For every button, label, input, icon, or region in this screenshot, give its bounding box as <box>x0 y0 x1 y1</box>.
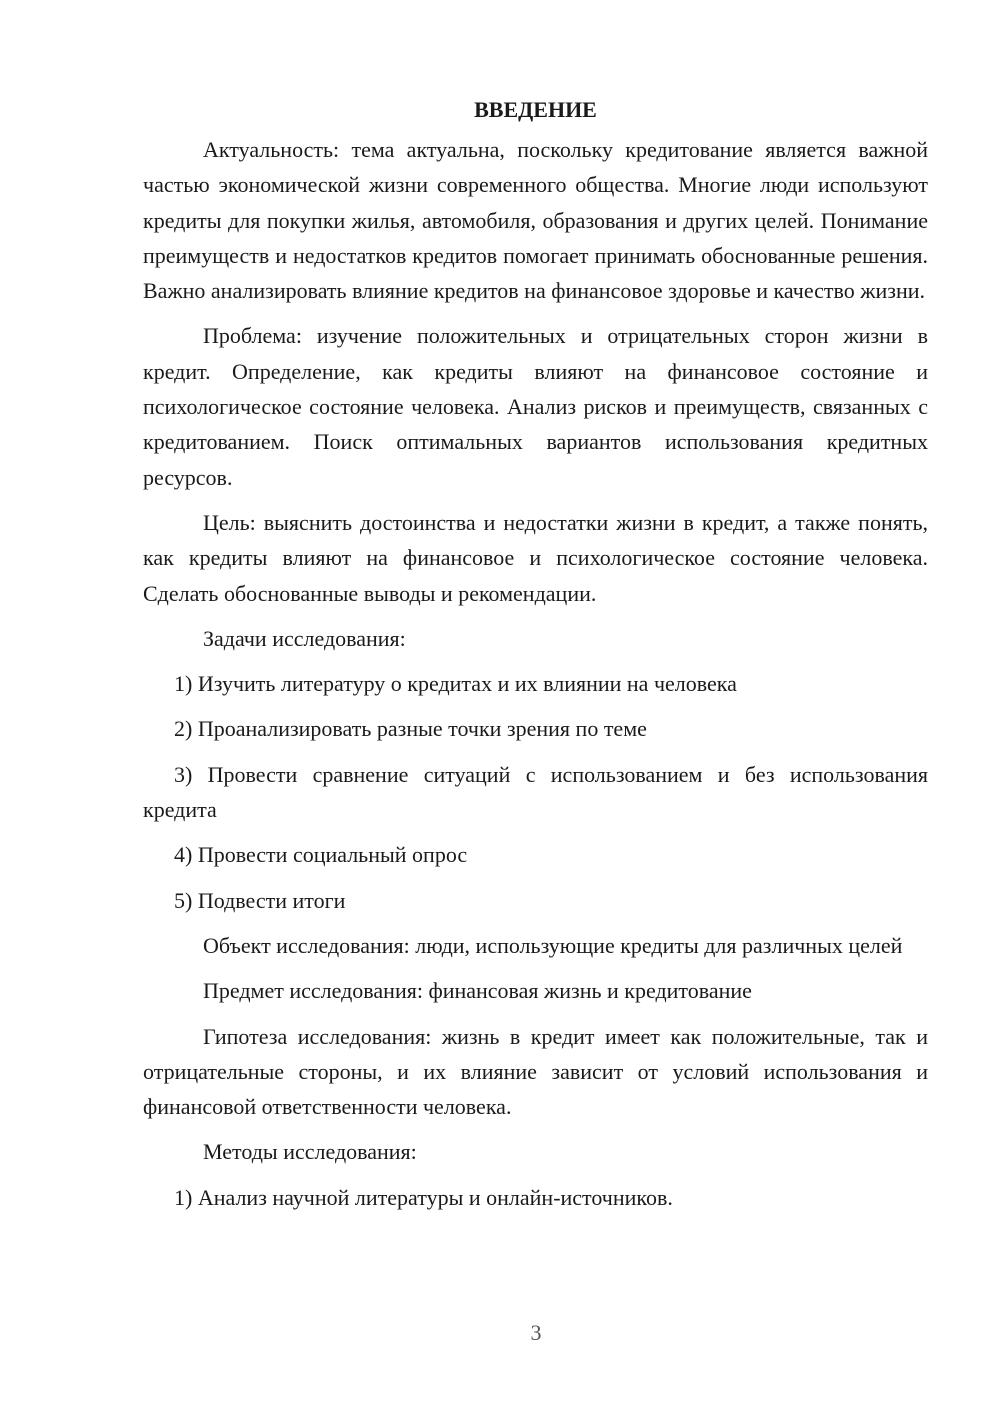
document-page <box>143 92 928 1215</box>
methods-heading: Методы исследования: <box>203 1139 417 1165</box>
task-item: 4) Провести социальный опрос <box>174 842 468 868</box>
method-item: 1) Анализ научной литературы и онлайн-источников. <box>174 1184 673 1210</box>
tasks-heading: Задачи исследования: <box>203 625 406 651</box>
section-title: ВВЕДЕНИЕ <box>474 97 597 122</box>
task-item: 3) Провести сравнение ситуаций с использованием и без использования кредита <box>143 761 928 823</box>
object-paragraph: Объект исследования: люди, использующие кредиты для различных целей <box>203 932 903 958</box>
subject-paragraph: Предмет исследования: финансовая жизнь и кредитование <box>203 978 752 1004</box>
page-number: 3 <box>530 1320 542 1345</box>
task-item: 5) Подвести итоги <box>174 887 346 913</box>
task-item: 1) Изучить литературу о кредитах и их влиянии на человека <box>174 671 737 697</box>
goal-paragraph: Цель: выяснить достоинства и недостатки жизни в кредит, а также понять, как кредиты влияют на финансовое и психологическое состояние человека. Сделать обоснованные выводы и рекомендации. <box>143 509 928 606</box>
relevance-paragraph: Актуальность: тема актуальна, поскольку кредитование является важной частью экономической жизни современного общества. Многие люди используют кредиты для покупки жилья, автомобиля, образования и других целей. Понимание преимуществ и недостатков кредитов помогает принимать обоснованные решения. Важно анализировать влияние кредитов на финансовое здоровье и качество жизни. <box>143 137 928 304</box>
task-item: 2) Проанализировать разные точки зрения по теме <box>174 716 647 742</box>
hypothesis-paragraph: Гипотеза исследования: жизнь в кредит имеет как положительные, так и отрицательные стороны, и их влияние зависит от условий использования и финансовой ответственности человека. <box>143 1023 928 1120</box>
problem-paragraph: Проблема: изучение положительных и отрицательных сторон жизни в кредит. Определение, как кредиты влияют на финансовое состояние и психологическое состояние человека. Анализ рисков и преимуществ, связанных с кредитованием. Поиск оптимальных вариантов использования кредитных ресурсов. <box>143 323 928 490</box>
